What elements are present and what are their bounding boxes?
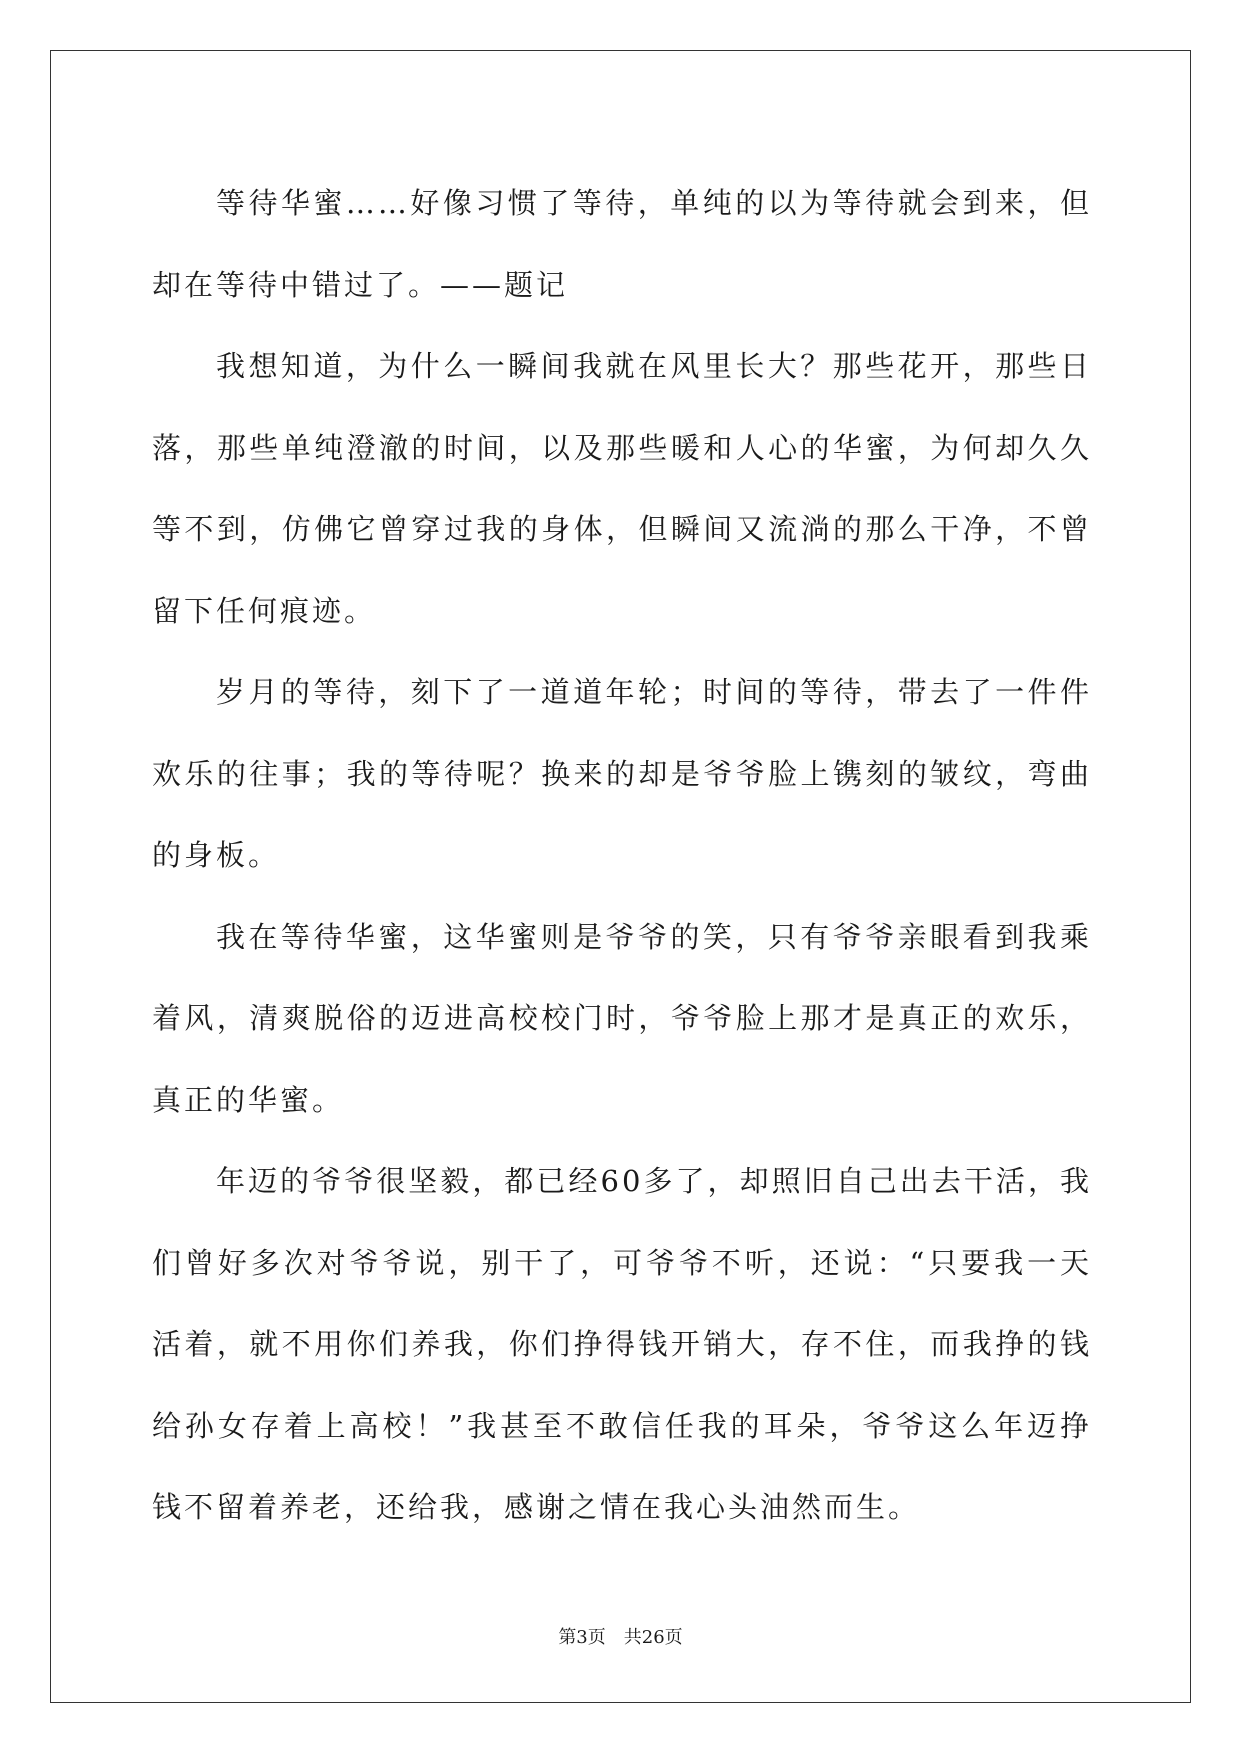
paragraph: 年迈的爷爷很坚毅，都已经60多了，却照旧自己出去干活，我们曾好多次对爷爷说，别干了，可爷爷不听，还说：“只要我一天活着，就不用你们养我，你们挣得钱开销大，存不住，而我挣的钱给孙女存着上高校！”我甚至不敢信任我的耳朵，爷爷这么年迈挣钱不留着养老，还给我，感谢之情在我心头油然而生。	[152, 1164, 1092, 1524]
paragraph: 我在等待华蜜，这华蜜则是爷爷的笑，只有爷爷亲眼看到我乘着风，清爽脱俗的迈进高校校门时，爷爷脸上那才是真正的欢乐，真正的华蜜。	[152, 919, 1092, 1117]
document-body	[152, 163, 1092, 1549]
paragraph: 岁月的等待，刻下了一道道年轮；时间的等待，带去了一件件欢乐的往事；我的等待呢？换来的却是爷爷脸上镌刻的皱纹，弯曲的身板。	[152, 675, 1092, 872]
page-number-footer: 第3页 共26页	[558, 1627, 683, 1648]
paragraph: 我想知道，为什么一瞬间我就在风里长大？那些花开，那些日落，那些单纯澄澈的时间，以及那些暖和人心的华蜜，为何却久久等不到，仿佛它曾穿过我的身体，但瞬间又流淌的那么干净，不曾留下任何痕迹。	[152, 349, 1092, 628]
paragraph-epigraph: 等待华蜜……好像习惯了等待，单纯的以为等待就会到来，但却在等待中错过了。——题记	[152, 186, 1092, 302]
